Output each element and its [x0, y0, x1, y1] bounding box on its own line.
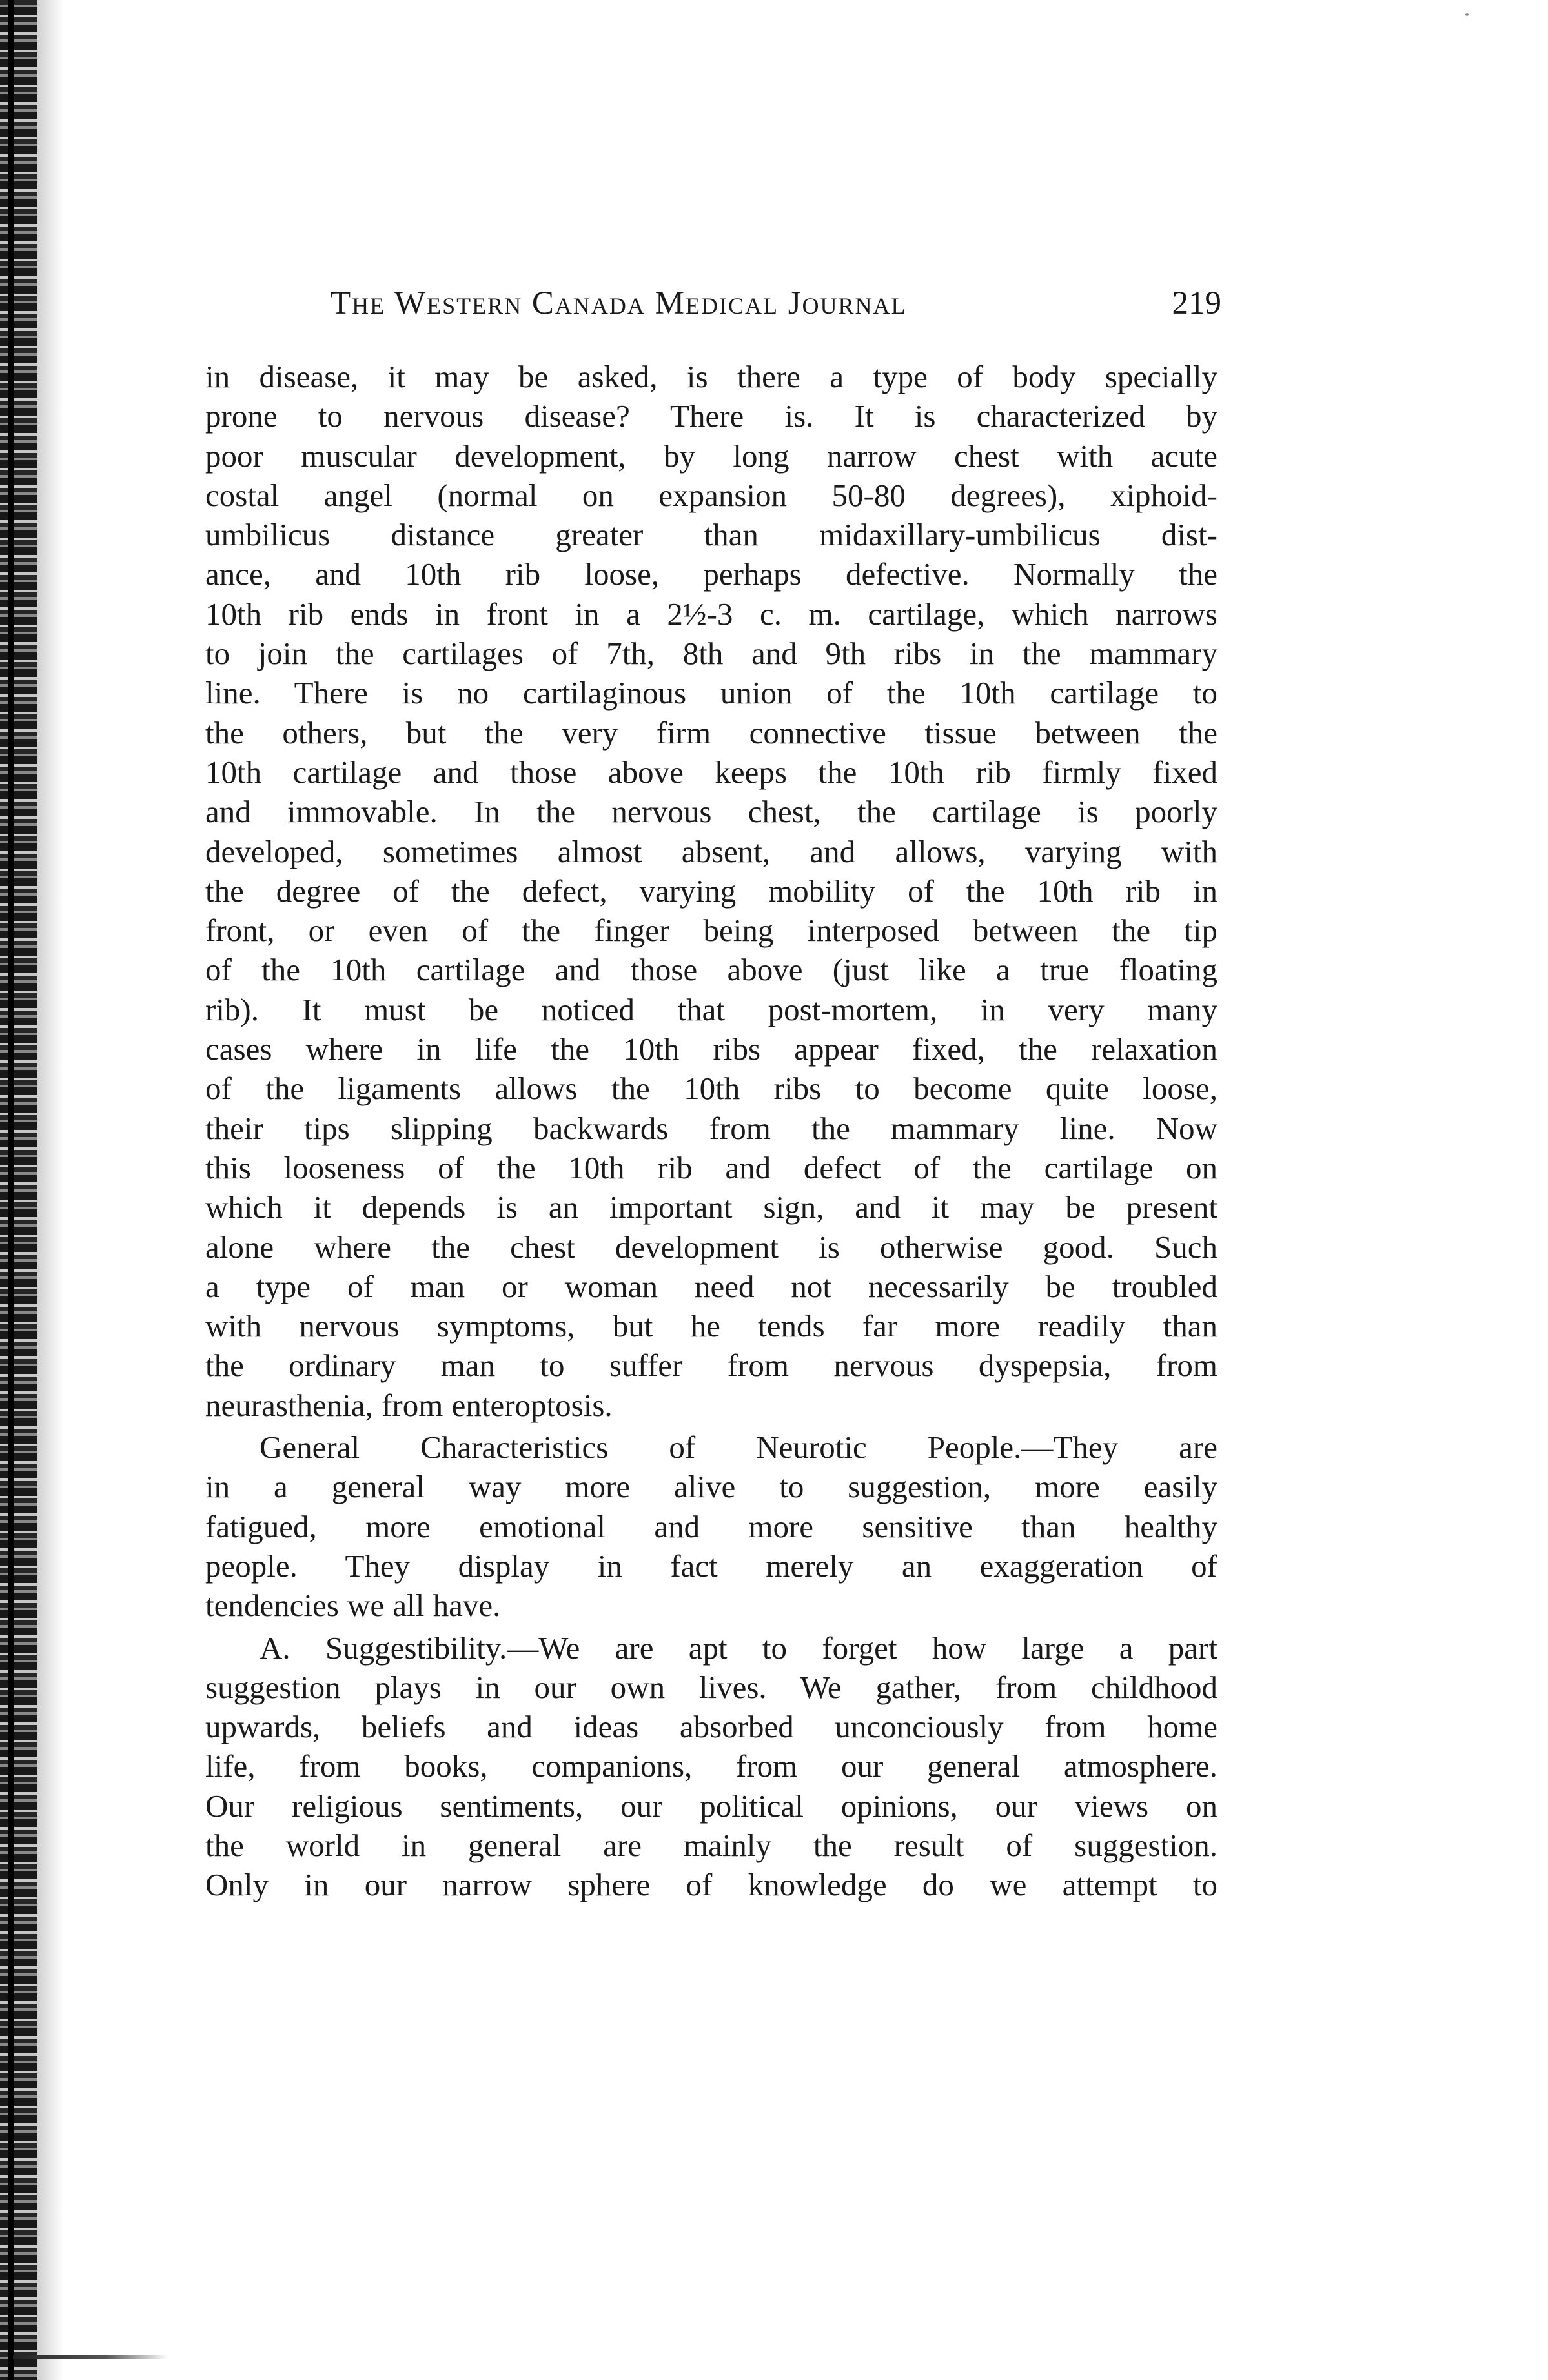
text-line: suggestion plays in our own lives. We gather, from childhood	[205, 1669, 1217, 1705]
text-line: upwards, beliefs and ideas absorbed unconciously from home	[205, 1709, 1217, 1745]
text-line: 10th rib ends in front in a 2½-3 c. m. cartilage, which narrows	[205, 596, 1217, 632]
text-line: in disease, it may be asked, is there a type of body specially	[205, 359, 1217, 394]
text-line: 10th cartilage and those above keeps the 10th rib firmly fixed	[205, 754, 1217, 790]
text-line: tendencies we all have.	[205, 1588, 501, 1624]
binding-edge-shadow	[8, 0, 14, 2380]
text-line: life, from books, companions, from our general atmosphere.	[205, 1748, 1217, 1784]
section-heading-line: A. Suggestibility.—We are apt to forget how large a part	[260, 1629, 1217, 1666]
journal-title: The Western Canada Medical Journal	[331, 285, 907, 321]
text-line: a type of man or woman need not necessarily be troubled	[205, 1268, 1217, 1304]
text-line: with nervous symptoms, but he tends far more readily than	[205, 1308, 1217, 1344]
text-line: the others, but the very firm connective tissue between the	[205, 714, 1217, 751]
text-line: and immovable. In the nervous chest, the cartilage is poorly	[205, 794, 1217, 830]
binding-fade	[37, 0, 63, 2380]
text-line: in a general way more alive to suggestion, more easily	[205, 1469, 1217, 1505]
text-line: to join the cartilages of 7th, 8th and 9th ribs in the mammary	[205, 636, 1217, 672]
text-line: people. They display in fact merely an exaggeration of	[205, 1548, 1217, 1584]
text-line: their tips slipping backwards from the mammary line. Now	[205, 1110, 1217, 1146]
text-line: cases where in life the 10th ribs appear fixed, the relaxation	[205, 1031, 1217, 1067]
text-line: of the 10th cartilage and those above (just like a true floating	[205, 952, 1217, 988]
text-line: of the ligaments allows the 10th ribs to become quite loose,	[205, 1071, 1217, 1107]
text-line: Our religious sentiments, our political opinions, our views on	[205, 1788, 1217, 1824]
text-line: ance, and 10th rib loose, perhaps defective. Normally the	[205, 556, 1217, 592]
text-line: the world in general are mainly the result of suggestion.	[205, 1827, 1217, 1863]
text-line: this looseness of the 10th rib and defect of the cartilage on	[205, 1149, 1217, 1185]
running-header	[331, 277, 1221, 329]
scan-artifact	[13, 2355, 168, 2359]
text-line: line. There is no cartilaginous union of the 10th cartilage to	[205, 675, 1217, 711]
text-line: fatigued, more emotional and more sensitive than healthy	[205, 1508, 1217, 1544]
text-line: costal angel (normal on expansion 50-80 degrees), xiphoid-	[205, 477, 1217, 513]
text-line: umbilicus distance greater than midaxillary-umbilicus dist-	[205, 517, 1217, 553]
text-line: developed, sometimes almost absent, and allows, varying with	[205, 833, 1217, 869]
text-line: which it depends is an important sign, and it may be present	[205, 1189, 1217, 1225]
text-line: the ordinary man to suffer from nervous dyspepsia, from	[205, 1347, 1217, 1384]
text-line: alone where the chest development is otherwise good. Such	[205, 1229, 1217, 1265]
binding-edge	[0, 0, 37, 2380]
text-line: front, or even of the finger being interposed between the tip	[205, 913, 1217, 949]
text-line: the degree of the defect, varying mobility of the 10th rib in	[205, 872, 1217, 909]
text-line: prone to nervous disease? There is. It is characterized by	[205, 398, 1217, 434]
text-line: rib). It must be noticed that post-mortem, in very many	[205, 991, 1217, 1027]
page-number: 219	[1172, 285, 1221, 321]
text-line: neurasthenia, from enteroptosis.	[205, 1387, 613, 1423]
scan-dot	[1465, 13, 1469, 16]
section-heading-line: General Characteristics of Neurotic People.—They are	[260, 1429, 1217, 1466]
body-text	[205, 357, 1217, 1905]
text-line: Only in our narrow sphere of knowledge do we attempt to	[205, 1867, 1217, 1903]
text-line: poor muscular development, by long narrow chest with acute	[205, 438, 1217, 474]
